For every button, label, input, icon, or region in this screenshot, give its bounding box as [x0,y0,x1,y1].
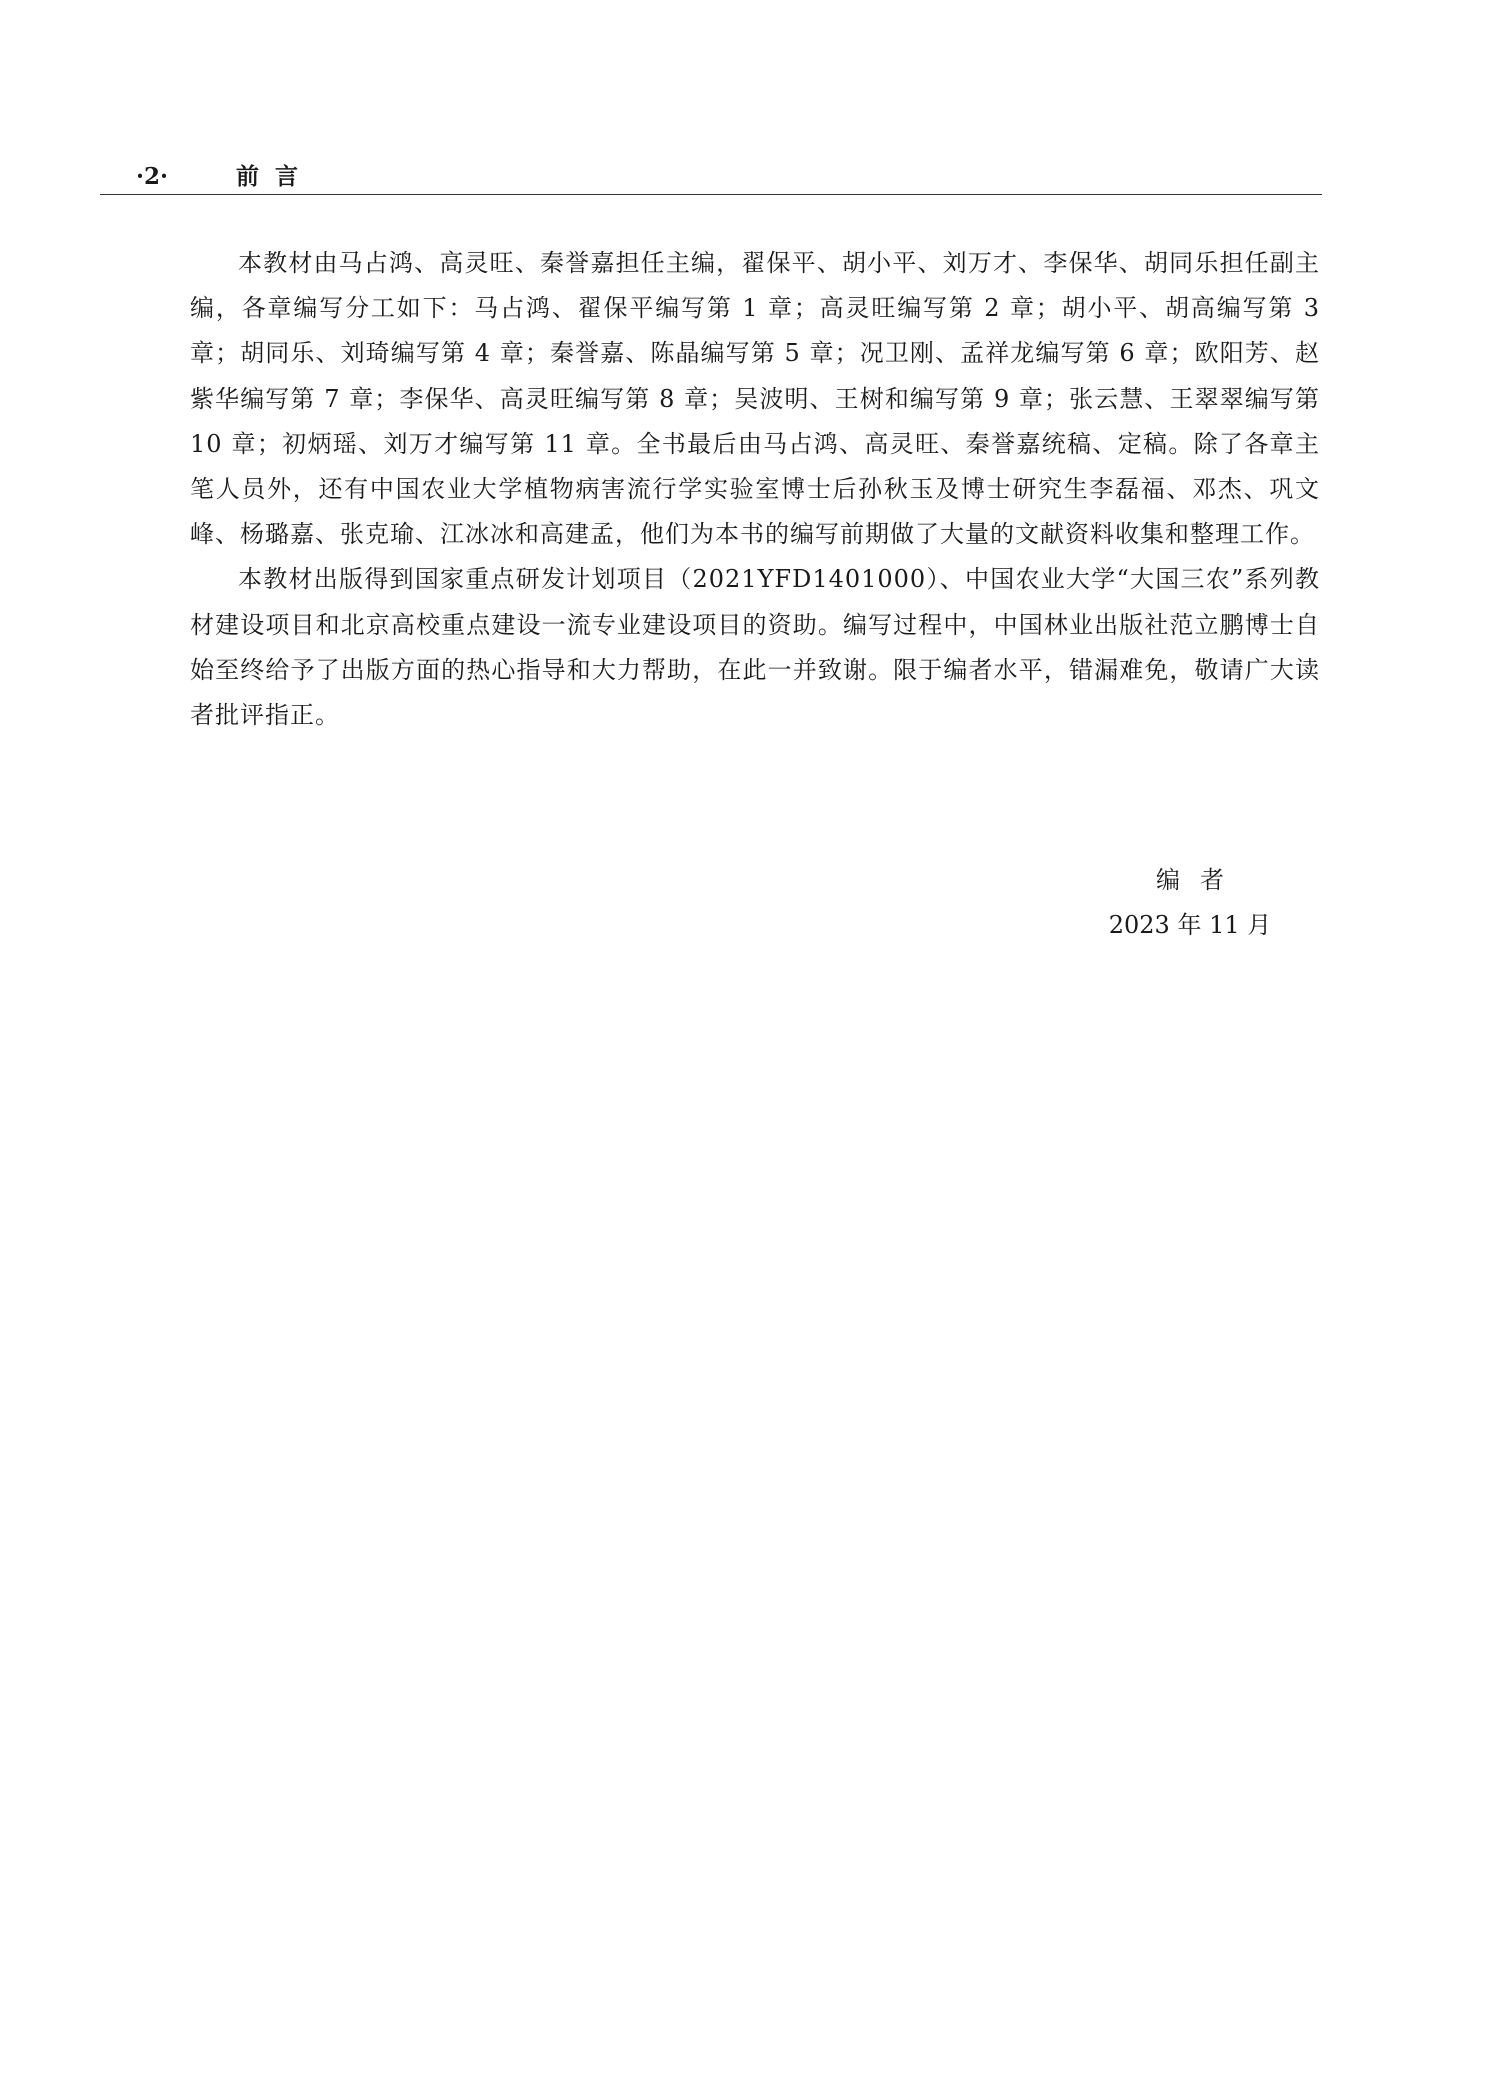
signature-name: 编者 [1156,866,1244,894]
signature-block [1090,858,1290,948]
signature-date: 2023 年 11 月 [1108,911,1272,939]
section-title: 前言 [236,163,314,190]
paragraph-authorship: 本教材由马占鸿、高灵旺、秦誉嘉担任主编，翟保平、胡小平、刘万才、李保华、胡同乐担任副主编，各章编写分工如下：马占鸿、翟保平编写第 1 章；高灵旺编写第 2 章；胡小平、胡高编写第 3 章；胡同乐、刘琦编写第 4 章；秦誉嘉、陈晶编写第 5 章；况卫刚、孟祥龙编写第 6 章；欧阳芳、赵紫华编写第 7 章；李保华、高灵旺编写第 8 章；吴波明、王树和编写第 9 章；张云慧、王翠翠编写第 10 章；初炳瑶、刘万才编写第 11 章。全书最后由马占鸿、高灵旺、秦誉嘉统稿、定稿。除了各章主笔人员外，还有中国农业大学植物病害流行学实验室博士后孙秋玉及博士研究生李磊福、邓杰、巩文峰、杨璐嘉、张克瑜、江冰冰和高建孟，他们为本书的编写前期做了大量的文献资料收集和整理工作。 [190,249,1320,549]
paragraph-acknowledgements: 本教材出版得到国家重点研发计划项目（2021YFD1401000）、中国农业大学“大国三农”系列教材建设项目和北京高校重点建设一流专业建设项目的资助。编写过程中，中国林业出版社范立鹏博士自始至终给予了出版方面的热心指导和大力帮助，在此一并致谢。限于编者水平，错漏难免，敬请广大读者批评指正。 [190,565,1320,730]
preface-body [190,241,1320,738]
running-header [100,162,1322,195]
page-number: ·2· [136,163,169,190]
